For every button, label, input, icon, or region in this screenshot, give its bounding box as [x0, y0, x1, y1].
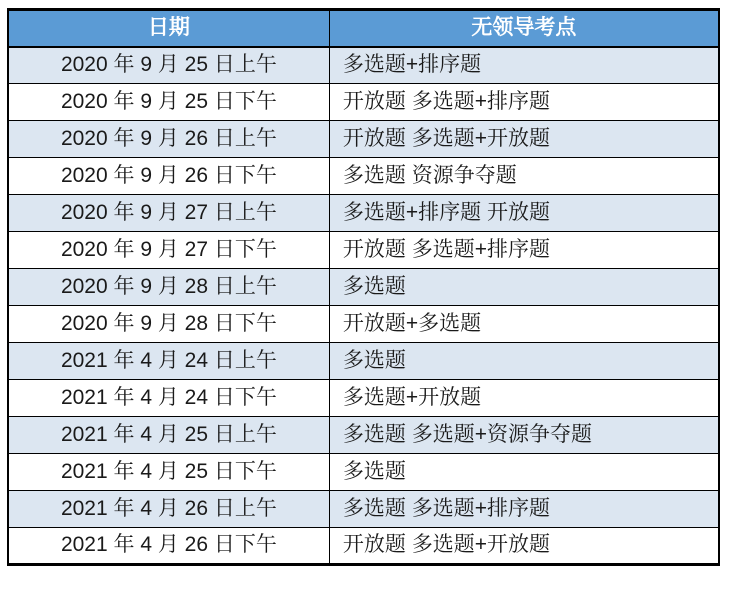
date-cell: 2020 年 9 月 25 日下午	[8, 84, 329, 121]
topics-cell: 开放题 多选题+排序题	[329, 84, 719, 121]
table-row	[8, 47, 719, 84]
table-row	[8, 380, 719, 417]
topics-cell: 多选题 多选题+资源争夺题	[329, 417, 719, 454]
table-row	[8, 232, 719, 269]
topics-cell: 多选题+排序题 开放题	[329, 195, 719, 232]
topics-cell: 开放题 多选题+开放题	[329, 528, 719, 565]
date-cell: 2020 年 9 月 28 日上午	[8, 269, 329, 306]
table-row	[8, 306, 719, 343]
table-body	[8, 47, 719, 565]
date-cell: 2020 年 9 月 25 日上午	[8, 47, 329, 84]
table-row	[8, 417, 719, 454]
date-cell: 2021 年 4 月 25 日下午	[8, 454, 329, 491]
topics-cell: 多选题 资源争夺题	[329, 158, 719, 195]
table-header-row	[8, 10, 719, 47]
topics-cell: 开放题 多选题+排序题	[329, 232, 719, 269]
date-cell: 2020 年 9 月 27 日下午	[8, 232, 329, 269]
topics-cell: 多选题	[329, 454, 719, 491]
date-cell: 2021 年 4 月 26 日下午	[8, 528, 329, 565]
date-cell: 2020 年 9 月 26 日下午	[8, 158, 329, 195]
table-row	[8, 454, 719, 491]
column-header-date: 日期	[8, 10, 329, 47]
table-row	[8, 343, 719, 380]
exam-schedule-table-wrapper	[7, 8, 720, 566]
date-cell: 2021 年 4 月 25 日上午	[8, 417, 329, 454]
date-cell: 2020 年 9 月 28 日下午	[8, 306, 329, 343]
exam-schedule-table	[7, 8, 720, 566]
topics-cell: 多选题+排序题	[329, 47, 719, 84]
table-row	[8, 195, 719, 232]
table-row	[8, 528, 719, 565]
topics-cell: 多选题 多选题+排序题	[329, 491, 719, 528]
date-cell: 2020 年 9 月 27 日上午	[8, 195, 329, 232]
topics-cell: 开放题 多选题+开放题	[329, 121, 719, 158]
date-cell: 2020 年 9 月 26 日上午	[8, 121, 329, 158]
column-header-topics: 无领导考点	[329, 10, 719, 47]
table-row	[8, 158, 719, 195]
table-row	[8, 269, 719, 306]
topics-cell: 开放题+多选题	[329, 306, 719, 343]
table-row	[8, 121, 719, 158]
topics-cell: 多选题	[329, 343, 719, 380]
date-cell: 2021 年 4 月 24 日下午	[8, 380, 329, 417]
table-row	[8, 84, 719, 121]
topics-cell: 多选题+开放题	[329, 380, 719, 417]
topics-cell: 多选题	[329, 269, 719, 306]
table-row	[8, 491, 719, 528]
date-cell: 2021 年 4 月 26 日上午	[8, 491, 329, 528]
date-cell: 2021 年 4 月 24 日上午	[8, 343, 329, 380]
